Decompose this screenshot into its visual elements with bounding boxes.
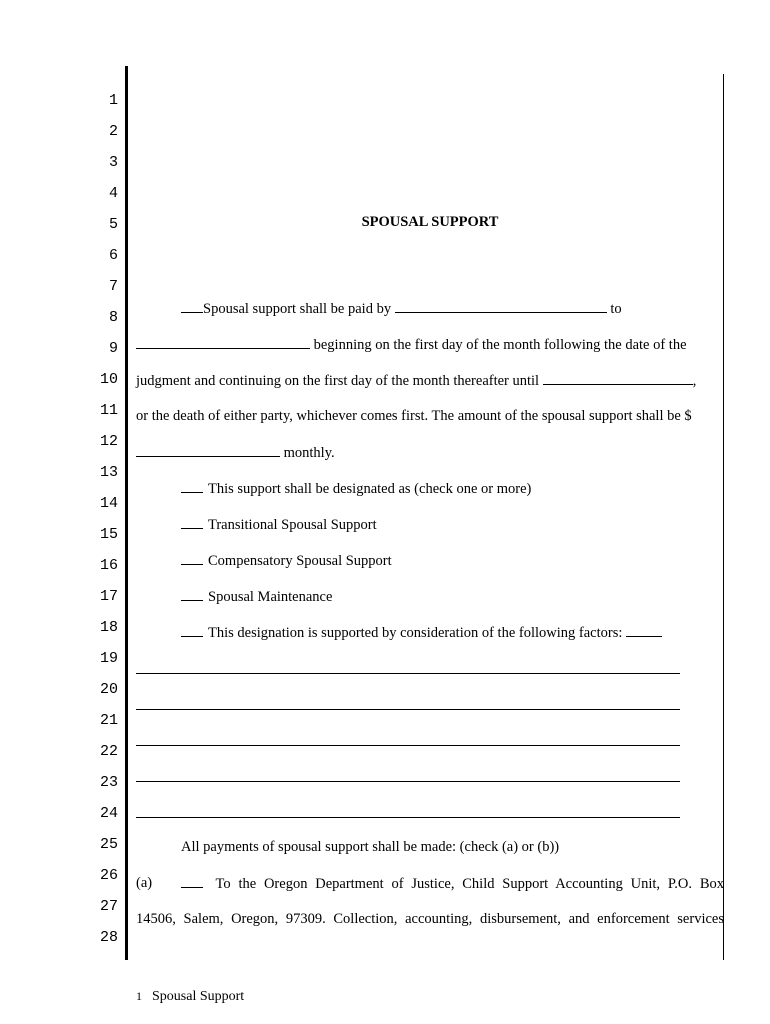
line-number: 17 xyxy=(99,588,118,605)
line-number: 6 xyxy=(108,247,118,264)
option-a-text-1: To the Oregon Department of Justice, Child Support Accounting Unit, P.O. Box xyxy=(215,876,724,892)
left-margin-rule xyxy=(125,66,128,960)
line-number: 5 xyxy=(108,216,118,233)
transitional-label: Transitional Spousal Support xyxy=(208,517,377,533)
line-number: 9 xyxy=(108,340,118,357)
transitional-option xyxy=(181,515,377,534)
payments-line: All payments of spousal support shall be made: (check (a) or (b)) xyxy=(181,839,560,855)
transitional-check[interactable] xyxy=(181,515,203,529)
until-text: judgment and continuing on the first day of the month thereafter until xyxy=(136,373,540,389)
amount-blank[interactable] xyxy=(136,443,280,457)
line-number: 20 xyxy=(99,681,118,698)
factors-line xyxy=(181,623,662,642)
factors-fill-line-3[interactable] xyxy=(136,745,680,746)
document-title: SPOUSAL SUPPORT xyxy=(361,214,499,230)
factors-check[interactable] xyxy=(181,623,203,637)
support-checkbox-blank[interactable] xyxy=(181,299,203,313)
line-number: 25 xyxy=(99,836,118,853)
payer-blank[interactable] xyxy=(395,299,607,313)
line-number: 8 xyxy=(108,309,118,326)
factors-fill-line-1[interactable] xyxy=(136,673,680,674)
factors-fill-line-2[interactable] xyxy=(136,709,680,710)
line-number: 16 xyxy=(99,557,118,574)
line-number: 26 xyxy=(99,867,118,884)
line-number: 22 xyxy=(99,743,118,760)
factors-fill-line-5[interactable] xyxy=(136,817,680,818)
designation-text: This support shall be designated as (check one or more) xyxy=(208,481,532,497)
to-label: to xyxy=(610,301,622,317)
line-number: 12 xyxy=(99,433,118,450)
footer-page-number: 1 xyxy=(136,989,142,1003)
beginning-text: beginning on the first day of the month following the date of the xyxy=(313,337,687,353)
designation-check[interactable] xyxy=(181,479,203,493)
line-number: 10 xyxy=(99,371,118,388)
line-number: 1 xyxy=(108,92,118,109)
payer-label: Spousal support shall be paid by xyxy=(203,301,392,317)
monthly-line xyxy=(136,443,335,462)
right-margin-rule xyxy=(723,74,724,960)
factors-fill-line-4[interactable] xyxy=(136,781,680,782)
line-number: 14 xyxy=(99,495,118,512)
compensatory-label: Compensatory Spousal Support xyxy=(208,553,392,569)
until-line xyxy=(136,371,696,390)
line-number: 11 xyxy=(99,402,118,419)
compensatory-check[interactable] xyxy=(181,551,203,565)
comma: , xyxy=(692,373,697,389)
amount-line: or the death of either party, whichever comes first. The amount of the spousal support shall be $ xyxy=(136,408,692,424)
line-number: 15 xyxy=(99,526,118,543)
line-number: 28 xyxy=(99,929,118,946)
line-number: 18 xyxy=(99,619,118,636)
maintenance-option xyxy=(181,587,332,606)
line-number: 2 xyxy=(108,123,118,140)
factors-text: This designation is supported by consideration of the following factors: xyxy=(208,625,623,641)
line-number: 3 xyxy=(108,154,118,171)
maintenance-check[interactable] xyxy=(181,587,203,601)
support-payer-line xyxy=(181,299,622,318)
line-number: 24 xyxy=(99,805,118,822)
maintenance-label: Spousal Maintenance xyxy=(208,589,333,605)
compensatory-option xyxy=(181,551,392,570)
page-footer xyxy=(136,989,244,1005)
payee-line xyxy=(136,335,687,354)
option-a-check[interactable] xyxy=(181,874,203,888)
line-number: 23 xyxy=(99,774,118,791)
option-a-line-2: 14506, Salem, Oregon, 97309. Collection, accounting, disbursement, and enforcement services xyxy=(136,911,724,927)
option-a-line-1 xyxy=(181,874,724,893)
line-number: 7 xyxy=(108,278,118,295)
line-number: 19 xyxy=(99,650,118,667)
factors-blank[interactable] xyxy=(626,623,662,637)
option-a-label: (a) xyxy=(136,875,153,891)
footer-label: Spousal Support xyxy=(152,989,245,1004)
line-number: 21 xyxy=(99,712,118,729)
payee-blank[interactable] xyxy=(136,335,310,349)
until-date-blank[interactable] xyxy=(543,371,693,385)
line-number: 4 xyxy=(108,185,118,202)
designation-line xyxy=(181,479,531,498)
monthly-text: monthly. xyxy=(283,445,335,461)
line-number: 13 xyxy=(99,464,118,481)
line-number: 27 xyxy=(99,898,118,915)
